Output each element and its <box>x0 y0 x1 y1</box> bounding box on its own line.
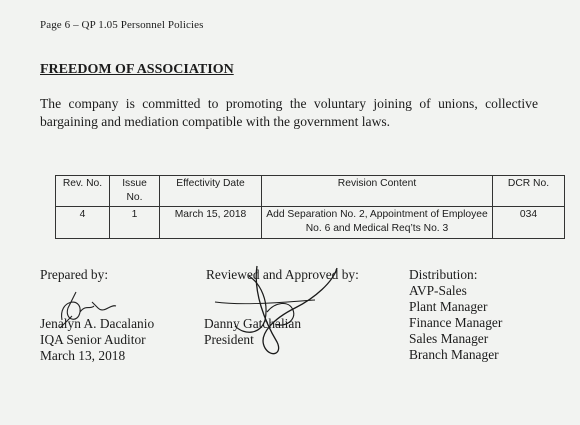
cell-revision-content: Add Separation No. 2, Appointment of Employee No. 6 and Medical Req’ts No. 3 <box>262 207 493 239</box>
policy-paragraph: The company is committed to promoting the voluntary joining of unions, collective bargaining and mediation compatible with the government laws. <box>40 96 538 129</box>
header-rev-no: Rev. No. <box>56 176 110 207</box>
prepared-date: March 13, 2018 <box>40 348 126 363</box>
section-title: FREEDOM OF ASSOCIATION <box>40 62 234 77</box>
prepared-block <box>40 316 154 364</box>
list-item: Sales Manager <box>409 331 489 346</box>
prepared-name: Jenalyn A. Dacalanio <box>40 316 155 331</box>
header-effectivity-date: Effectivity Date <box>160 176 262 207</box>
reviewed-block <box>204 316 301 348</box>
header-issue-no: Issue No. <box>110 176 160 207</box>
distribution-label: Distribution: <box>409 267 478 282</box>
cell-dcr-no: 034 <box>493 207 565 239</box>
list-item: Branch Manager <box>409 347 499 362</box>
reviewed-by-label: Reviewed and Approved by: <box>206 267 359 282</box>
list-item: Finance Manager <box>409 315 503 330</box>
reviewer-name: Danny Gatchalian <box>204 316 302 331</box>
page-header: Page 6 – QP 1.05 Personnel Policies <box>40 19 204 31</box>
prepared-position: IQA Senior Auditor <box>40 332 146 347</box>
distribution-list <box>409 283 502 363</box>
revision-table <box>55 175 565 239</box>
header-revision-content: Revision Content <box>262 176 493 207</box>
cell-issue-no: 1 <box>110 207 160 239</box>
cell-rev-no: 4 <box>56 207 110 239</box>
prepared-by-label: Prepared by: <box>40 267 109 282</box>
list-item: Plant Manager <box>409 299 488 314</box>
cell-effectivity-date: March 15, 2018 <box>160 207 262 239</box>
list-item: AVP-Sales <box>409 283 467 298</box>
header-dcr-no: DCR No. <box>493 176 565 207</box>
table-row <box>56 207 565 239</box>
reviewer-position: President <box>204 332 254 347</box>
revision-table-header-row <box>56 176 565 207</box>
